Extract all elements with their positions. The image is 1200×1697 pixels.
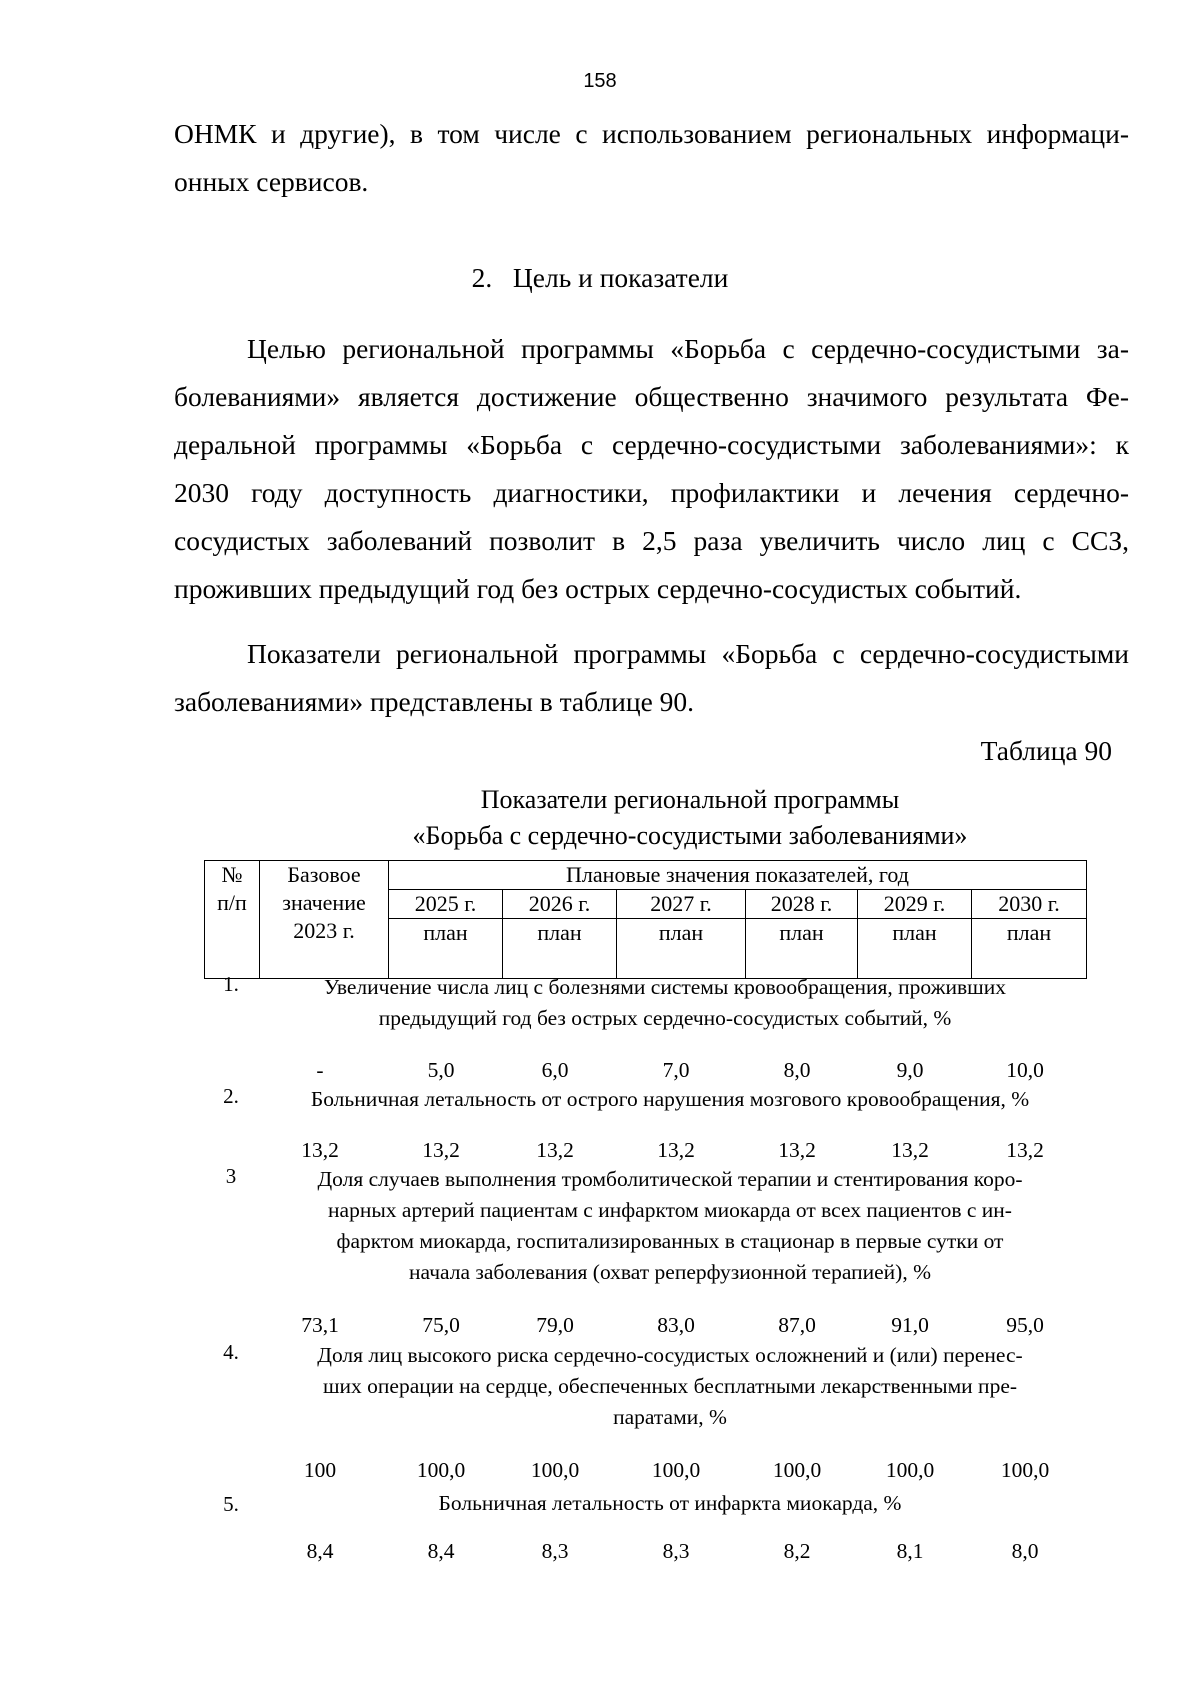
- indicator-value: 100: [303, 1458, 337, 1482]
- indicator-value: 73,1: [301, 1313, 339, 1337]
- indicator-value: 13,2: [422, 1138, 460, 1162]
- goal-line: Целью региональной программы «Борьба с сердечно-сосудистыми за-: [247, 333, 1129, 364]
- indicator-number: 1.: [223, 972, 239, 996]
- header-plan-cell: план: [858, 919, 972, 979]
- page-number: 158: [583, 70, 617, 92]
- header-plan-cell: план: [972, 919, 1087, 979]
- indicator-description-line: Доля случаев выполнения тромболитической терапии и стентирования коро-: [317, 1167, 1023, 1191]
- indicator-number: 5.: [223, 1492, 239, 1516]
- indicator-description: [265, 1340, 1075, 1433]
- indicator-description: [265, 1084, 1075, 1115]
- section-title: Цель и показатели: [512, 262, 729, 293]
- indicator-value: 13,2: [301, 1138, 339, 1162]
- header-year-cell: 2030 г.: [972, 890, 1087, 919]
- indicator-description-line: Доля лиц высокого риска сердечно-сосудистых осложнений и (или) перенес-: [317, 1343, 1023, 1367]
- goal-line: сосудистых заболеваний позволит в 2,5 раза увеличить число лиц с ССЗ,: [174, 525, 1129, 556]
- indicators-table-header: [204, 860, 1087, 979]
- goal-line: 2030 году доступность диагностики, профилактики и лечения сердечно-: [174, 477, 1129, 508]
- indicator-value: 91,0: [891, 1313, 929, 1337]
- indicator-description-line: фарктом миокарда, госпитализированных в стационар в первые сутки от: [336, 1229, 1004, 1253]
- indicator-value: 6,0: [541, 1058, 569, 1082]
- indicator-description-line: предыдущий год без острых сердечно-сосудистых событий, %: [378, 1006, 952, 1030]
- indicators-line: заболеваниями» представлены в таблице 90.: [174, 686, 695, 717]
- indicator-value: 100,0: [416, 1458, 466, 1482]
- indicator-value: 13,2: [1006, 1138, 1044, 1162]
- indicator-value: 13,2: [536, 1138, 574, 1162]
- table-title-line: «Борьба с сердечно-сосудистыми заболеваниями»: [412, 821, 968, 850]
- indicator-value: 10,0: [1006, 1058, 1044, 1082]
- indicator-number: 4.: [223, 1340, 239, 1364]
- indicator-value: 8,1: [896, 1539, 924, 1563]
- indicator-value: 100,0: [1000, 1458, 1050, 1482]
- indicator-value: 8,4: [306, 1539, 334, 1563]
- indicator-value: 8,4: [427, 1539, 455, 1563]
- indicator-description-line: Больничная летальность от острого нарушения мозгового кровообращения, %: [310, 1087, 1030, 1111]
- indicator-value: 87,0: [778, 1313, 816, 1337]
- header-number-sub: п/п: [217, 890, 247, 915]
- indicator-description-line: Больничная летальность от инфаркта миокарда, %: [438, 1491, 902, 1515]
- indicator-value: 9,0: [896, 1058, 924, 1082]
- header-year-cell: 2028 г.: [746, 890, 858, 919]
- indicator-value: 8,0: [1011, 1539, 1039, 1563]
- indicator-description: [265, 1488, 1075, 1519]
- header-number-cell: [205, 861, 260, 979]
- indicator-value: 7,0: [662, 1058, 690, 1082]
- table-title: [0, 782, 1200, 854]
- indicator-value: 8,2: [783, 1539, 811, 1563]
- header-plan-cell: план: [617, 919, 746, 979]
- indicator-value: 13,2: [778, 1138, 816, 1162]
- header-base-cell: [260, 861, 389, 979]
- indicator-value: 5,0: [427, 1058, 455, 1082]
- header-number-symbol: №: [221, 862, 243, 887]
- indicator-description: [265, 972, 1065, 1034]
- indicator-description: [265, 1164, 1075, 1288]
- header-plan-cell: план: [746, 919, 858, 979]
- goal-line: болеваниями» является достижение общественно значимого результата Фе-: [174, 381, 1129, 412]
- table-title-line: Показатели региональной программы: [480, 785, 900, 814]
- section-number: 2.: [471, 262, 493, 293]
- indicator-value: 83,0: [657, 1313, 695, 1337]
- intro-line: ОНМК и другие), в том числе с использованием региональных информаци-: [174, 118, 1129, 149]
- goal-line: проживших предыдущий год без острых сердечно-сосудистых событий.: [174, 573, 1022, 604]
- section-heading: [0, 262, 1200, 294]
- indicator-value: -: [316, 1058, 324, 1082]
- indicator-value: 100,0: [772, 1458, 822, 1482]
- indicator-value: 79,0: [536, 1313, 574, 1337]
- table-caption: Таблица 90: [980, 735, 1112, 766]
- indicator-number: 3: [225, 1164, 237, 1188]
- goal-line: деральной программы «Борьба с сердечно-сосудистыми заболеваниями»: к: [174, 429, 1129, 460]
- indicator-value: 95,0: [1006, 1313, 1044, 1337]
- header-planned-cell: Плановые значения показателей, год: [389, 861, 1087, 890]
- indicators-line: Показатели региональной программы «Борьба с сердечно-сосудистыми: [247, 638, 1129, 669]
- header-plan-cell: план: [503, 919, 617, 979]
- indicator-value: 100,0: [885, 1458, 935, 1482]
- header-base-line: значение: [282, 890, 366, 915]
- intro-paragraph: [174, 110, 1129, 206]
- indicator-value: 8,3: [541, 1539, 569, 1563]
- header-year-cell: 2026 г.: [503, 890, 617, 919]
- goal-paragraph: [174, 325, 1129, 613]
- intro-line: онных сервисов.: [174, 166, 369, 197]
- indicator-description-line: начала заболевания (охват реперфузионной терапией), %: [409, 1260, 931, 1284]
- indicator-value: 13,2: [891, 1138, 929, 1162]
- indicator-description-line: нарных артерий пациентам с инфарктом миокарда от всех пациентов с ин-: [328, 1198, 1012, 1222]
- indicator-description-line: паратами, %: [613, 1405, 727, 1429]
- indicator-description-line: ших операции на сердце, обеспеченных бесплатными лекарственными пре-: [322, 1374, 1018, 1398]
- header-year-cell: 2027 г.: [617, 890, 746, 919]
- indicator-value: 8,3: [662, 1539, 690, 1563]
- indicators-paragraph: [174, 630, 1129, 726]
- indicator-number: 2.: [223, 1084, 239, 1108]
- indicator-value: 13,2: [657, 1138, 695, 1162]
- header-base-line: Базовое: [287, 862, 361, 887]
- indicator-description-line: Увеличение числа лиц с болезнями системы кровообращения, проживших: [324, 975, 1006, 999]
- indicator-value: 75,0: [422, 1313, 460, 1337]
- header-year-cell: 2025 г.: [389, 890, 503, 919]
- indicator-value: 8,0: [783, 1058, 811, 1082]
- indicator-value: 100,0: [651, 1458, 701, 1482]
- indicator-value: 100,0: [530, 1458, 580, 1482]
- header-base-line: 2023 г.: [293, 918, 355, 943]
- header-year-cell: 2029 г.: [858, 890, 972, 919]
- header-plan-cell: план: [389, 919, 503, 979]
